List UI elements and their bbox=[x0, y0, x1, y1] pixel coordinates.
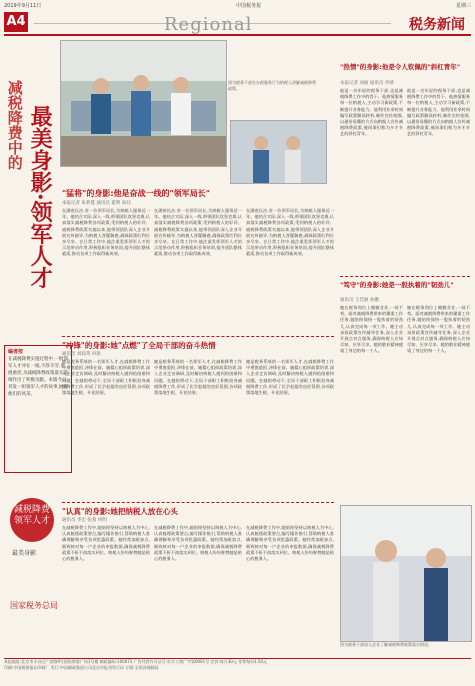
article5-body: 她在税务岗位上兢兢业业,一丝不苟。面对减税降费带来的繁重工作任务,她始终保持一股执着的韧劲儿,认真完成每一项工作。她主动承担政策宣传辅导任务,深入企业开展点对点服务,确保纳税人应知尽知、应享尽享。她的敬业精神感染了身边的每一个人。 bbox=[340, 305, 403, 354]
seal-caption: 最美身影 bbox=[12, 550, 37, 557]
seal-logo: 减税降费 领军人才 bbox=[10, 498, 54, 542]
article4-title: "热情"的身影:他是令人钦佩的"斜杠青年" bbox=[340, 63, 461, 71]
separator-1 bbox=[62, 336, 334, 337]
editor-note-heading: 编者按 bbox=[8, 349, 24, 355]
article5-body-col2: 她在税务岗位上兢兢业业,一丝不苟。面对减税降费带来的繁重工作任务,她始终保持一股执着的韧劲儿,认真完成每一项工作。她主动承担政策宣传辅导任务,深入企业开展点对点服务,确保纳税人应知尽知、应享尽享。她的敬业精神感染了身边的每一个人。 bbox=[407, 305, 470, 354]
bottom-photo-caption: 图为税务干部深入企业了解减税降费政策落实情况。 bbox=[340, 642, 432, 647]
edition-label: Regional bbox=[164, 14, 253, 35]
article4-body: 他是一名年轻的税务干部,也是减税降费工作中的骨干。他热情服务每一位纳税人,主动学习新政策,不断提升业务能力。他利用业余时间编写政策解读材料,制作宣传视频,以通俗易懂的方式向纳税人宣传减税降费政策,被同事们称为多才多艺的斜杠青年。 bbox=[340, 88, 403, 137]
article4-body-col2: 他是一名年轻的税务干部,也是减税降费工作中的骨干。他热情服务每一位纳税人,主动学习新政策,不断提升业务能力。他利用业余时间编写政策解读材料,制作宣传视频,以通俗易懂的方式向纳税人宣传减税降费政策,被同事们称为多才多艺的斜杠青年。 bbox=[407, 88, 470, 137]
article1-body-col2: 在湖南长沙,有一位领军局长,为纳税人服务近一年。他结合实际,深入一线,带领团队攻坚克难,认真落实减税降费各项政策,受到纳税人的好评。减税降费政策实施以来,他带领团队深入企业开展宣传辅导,为纳税人答疑解惑,确保政策红利应享尽享。在日常工作中,他注重发挥领军人才的示范带动作用,积极组织业务培训,提升团队整体素质,推动各项工作取得新成效。 bbox=[154, 208, 242, 257]
top-right-photo bbox=[230, 120, 327, 184]
tax-logo: 国家税务总局 bbox=[10, 601, 58, 610]
top-photo-caption: 图为税务干部在办税服务厅为纳税人讲解减税降费政策。 bbox=[228, 80, 316, 91]
section-title: 税务新闻 bbox=[409, 17, 465, 33]
footer-line1: 本报地址:北京市丰台区广安路9号国投财富广场1号楼 邮政编码:100073 广告经营许可证号:京丰工商广字第0001号 定价:每月30元 零售每份1.50元 bbox=[4, 659, 268, 664]
editor-note-text: 在减税降费实施过程中,一批领军人才冲在一线,不辞辛劳,勇挑重担,为减税降费政策落实落细作出了积极贡献。本版今日刊发一组领军人才的故事,展现他们的风采。 bbox=[8, 357, 68, 397]
article3-byline: 通讯员 李宏 张燕 何明 bbox=[62, 518, 107, 523]
article1-byline: 本报记者 朱萝蔓 通讯员 翟明 尚珏 bbox=[62, 201, 131, 206]
feature-title-large: 最美身影·领军人才 bbox=[27, 105, 54, 289]
page-footer bbox=[4, 658, 471, 683]
article1-body: 在湖南长沙,有一位领军局长,为纳税人服务近一年。他结合实际,深入一线,带领团队攻坚克难,认真落实减税降费各项政策,受到纳税人的好评。减税降费政策实施以来,他带领团队深入企业开展宣传辅导,为纳税人答疑解惑,确保政策红利应享尽享。在日常工作中,他注重发挥领军人才的示范带动作用,积极组织业务培训,提升团队整体素质,推动各项工作取得新成效。 bbox=[62, 208, 150, 257]
article2-body: 她是税务系统的一名领军人才,在减税降费工作中勇挑重担,冲锋在前。她精心组织政策培训,深入企业走访调研,及时解决纳税人遇到的困难和问题。在她的带动下,全局干部职工积极投身减税降费工作,形成了比学赶超的良好氛围,各项政策落地生根、开花结果。 bbox=[62, 359, 150, 396]
article5-byline: 通讯员 王佳丽 孙鹏 bbox=[340, 298, 379, 303]
page-header bbox=[4, 12, 471, 36]
top-right-photo-illustration bbox=[231, 121, 326, 183]
top-photo bbox=[60, 40, 227, 167]
article3-body: 在减税降费工作中,她始终坚持以纳税人为中心,认真梳理政策要点,编写操作指引,帮助纳税人准确理解和享受各项优惠政策。她经常加班加点,细致核对每一户企业的申报数据,确保减税降费政策不折不扣落实到位。纳税人纷纷称赞她是贴心的税务人。 bbox=[62, 525, 150, 562]
page-number: A4 bbox=[4, 12, 28, 32]
article2-title: "冲锋"的身影:她"点燃"了全局干部的奋斗热情 bbox=[62, 341, 216, 350]
article2-body-col2: 她是税务系统的一名领军人才,在减税降费工作中勇挑重担,冲锋在前。她精心组织政策培训,深入企业走访调研,及时解决纳税人遇到的困难和问题。在她的带动下,全局干部职工积极投身减税降费工作,形成了比学赶超的良好氛围,各项政策落地生根、开花结果。 bbox=[154, 359, 242, 396]
paper-name: 中国税务报 bbox=[236, 3, 262, 9]
article2-byline: 通讯员 刘琼英 何新 bbox=[62, 352, 101, 357]
article4-byline: 本报记者 刘丽 通讯员 李婧 bbox=[340, 81, 394, 86]
article1-title: "猛将"的身影:他是奋战一线的"领军局长" bbox=[62, 189, 210, 198]
article3-title: "认真"的身影:她把纳税人放在心头 bbox=[62, 507, 178, 516]
separator-3 bbox=[340, 276, 470, 277]
top-photo-illustration bbox=[61, 41, 226, 166]
article3-body-col2: 在减税降费工作中,她始终坚持以纳税人为中心,认真梳理政策要点,编写操作指引,帮助纳税人准确理解和享受各项优惠政策。她经常加班加点,细致核对每一户企业的申报数据,确保减税降费政策不折不扣落实到位。纳税人纷纷称赞她是贴心的税务人。 bbox=[154, 525, 242, 562]
article3-body-col3: 在减税降费工作中,她始终坚持以纳税人为中心,认真梳理政策要点,编写操作指引,帮助纳税人准确理解和享受各项优惠政策。她经常加班加点,细致核对每一户企业的申报数据,确保减税降费政策不折不扣落实到位。纳税人纷纷称赞她是贴心的税务人。 bbox=[246, 525, 334, 562]
weekday: 星期三 bbox=[455, 3, 471, 9]
bottom-photo bbox=[340, 505, 472, 642]
bottom-photo-illustration bbox=[341, 506, 471, 641]
issue-date: 2019年9月11日 bbox=[4, 3, 42, 9]
separator-2 bbox=[62, 502, 334, 503]
article2-body-col3: 她是税务系统的一名领军人才,在减税降费工作中勇挑重担,冲锋在前。她精心组织政策培训,深入企业走访调研,及时解决纳税人遇到的困难和问题。在她的带动下,全局干部职工积极投身减税降费工作,形成了比学赶超的良好氛围,各项政策落地生根、开花结果。 bbox=[246, 359, 334, 396]
footer-line2: 印刷:中国税务报社印刷厂 发行:中国邮政集团公司北京市报刊发行局 订阅:全国各地邮局 bbox=[4, 665, 159, 670]
feature-title-small: 减税降费中的 bbox=[5, 80, 24, 170]
article5-title: "笃守"的身影:她是一股执着的"韧劲儿" bbox=[340, 281, 454, 289]
article1-body-col3: 在湖南长沙,有一位领军局长,为纳税人服务近一年。他结合实际,深入一线,带领团队攻坚克难,认真落实减税降费各项政策,受到纳税人的好评。减税降费政策实施以来,他带领团队深入企业开展宣传辅导,为纳税人答疑解惑,确保政策红利应享尽享。在日常工作中,他注重发挥领军人才的示范带动作用,积极组织业务培训,提升团队整体素质,推动各项工作取得新成效。 bbox=[246, 208, 334, 257]
top-info-line bbox=[4, 2, 471, 10]
